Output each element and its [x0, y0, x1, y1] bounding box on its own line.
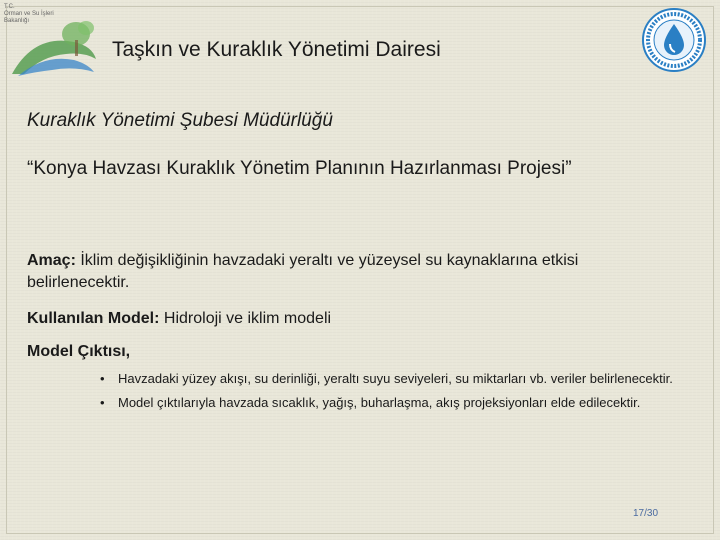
model-output-heading: Model Çıktısı, — [27, 343, 131, 360]
model-used-text: Hidroloji ve iklim modeli — [159, 310, 332, 327]
purpose-paragraph — [27, 250, 675, 294]
list-item: • Havzadaki yüzey akışı, su derinliği, yeraltı suyu seviyeleri, su miktarları vb. veriler belirlenecektir. — [100, 370, 676, 388]
ministry-line: Orman ve Su İşleri — [4, 11, 54, 17]
ministry-line: Bakanlığı — [4, 18, 30, 24]
department-subtitle: Kuraklık Yönetimi Şubesi Müdürlüğü — [27, 110, 333, 131]
model-used-line — [27, 310, 331, 328]
organization-logo — [640, 6, 708, 74]
ministry-name — [4, 4, 64, 25]
ministry-line: T.C. — [4, 4, 15, 10]
purpose-label: Amaç: — [27, 252, 76, 269]
page-title: Taşkın ve Kuraklık Yönetimi Dairesi — [112, 38, 441, 61]
list-item: • Model çıktılarıyla havzada sıcaklık, yağış, buharlaşma, akış projeksiyonları elde edilecektir. — [100, 394, 676, 412]
purpose-text: İklim değişikliğinin havzadaki yeraltı ve yüzeysel su kaynaklarına etkisi belirlenecektir. — [27, 252, 579, 291]
model-output-list — [100, 370, 676, 418]
page-number: 17/30 — [633, 508, 659, 519]
water-drop-seal-logo-icon — [640, 6, 708, 74]
model-used-label: Kullanılan Model: — [27, 310, 160, 327]
project-title: “Konya Havzası Kuraklık Yönetim Planının Hazırlanması Projesi” — [27, 158, 572, 179]
